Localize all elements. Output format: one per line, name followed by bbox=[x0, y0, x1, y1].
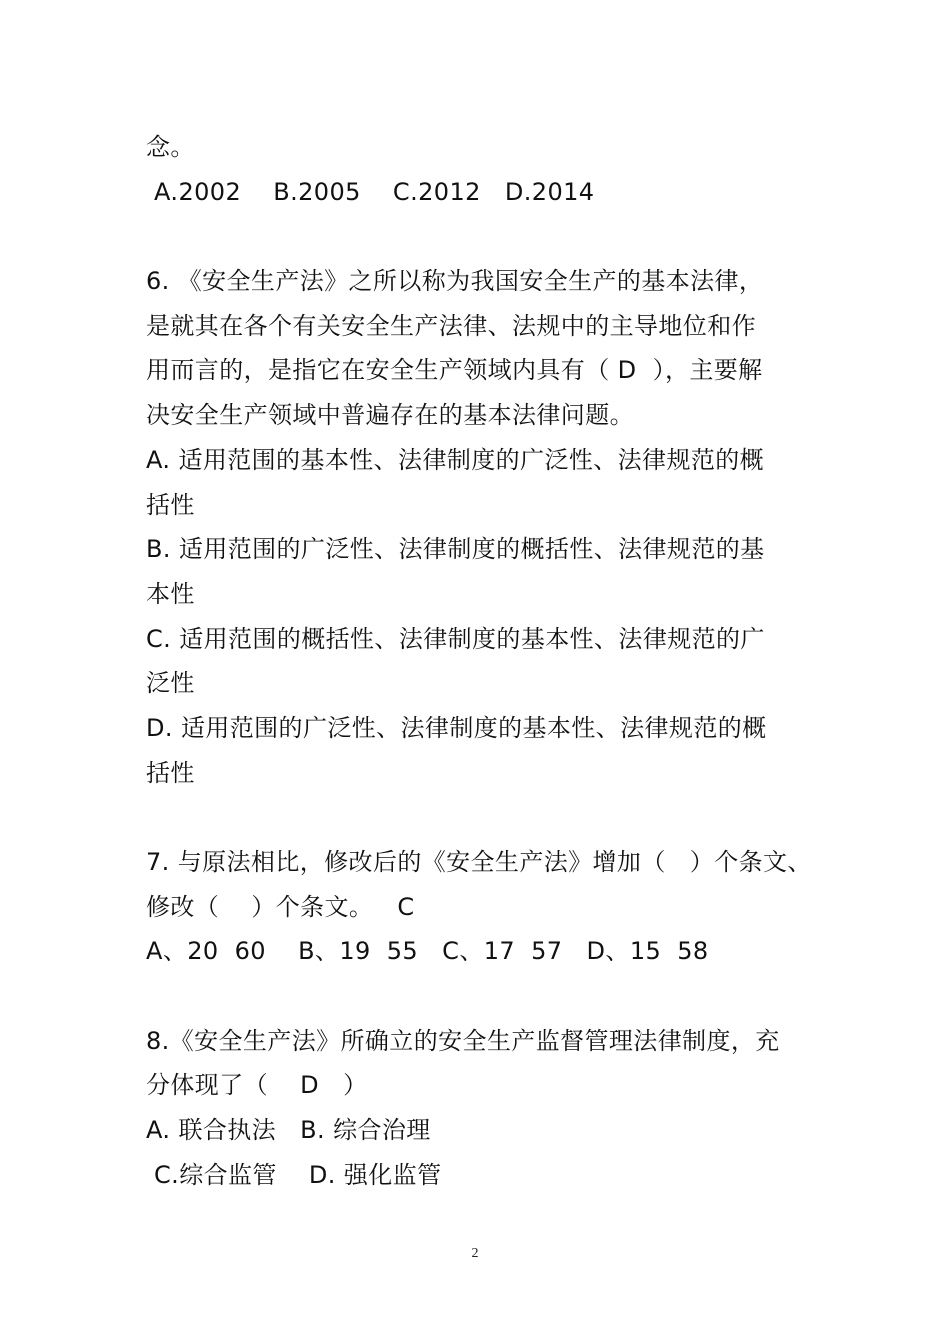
q6-option-d-line-1: D. 适用范围的广泛性、法律制度的基本性、法律规范的概 bbox=[146, 713, 767, 742]
spacer bbox=[146, 795, 826, 840]
q6-option-d-line-2: 括性 bbox=[146, 758, 195, 787]
q6-option-a-line-1: A. 适用范围的基本性、法律制度的广泛性、法律规范的概 bbox=[146, 445, 765, 474]
page-number: 2 bbox=[471, 1246, 479, 1261]
q6-stem-line-3: 用而言的，是指它在安全生产领域内具有（ D ），主要解 bbox=[146, 356, 763, 385]
q6-stem-line-4: 决安全生产领域中普遍存在的基本法律问题。 bbox=[146, 401, 634, 430]
q7-stem-line-1: 7. 与原法相比，修改后的《安全生产法》增加（ ）个条文、 bbox=[146, 848, 812, 876]
q7-stem-line-2: 修改（ ）个条文。 C bbox=[146, 892, 415, 921]
q6-stem-line-2: 是就其在各个有关安全生产法律、法规中的主导地位和作 bbox=[146, 311, 756, 340]
q7-options: A、20 60 B、19 55 C、17 57 D、15 58 bbox=[146, 937, 709, 966]
q6-option-b-line-2: 本性 bbox=[146, 579, 195, 608]
q5-options: A.2002 B.2005 C.2012 D.2014 bbox=[146, 177, 595, 206]
q6-option-a-line-2: 括性 bbox=[146, 490, 195, 519]
q8-options-row-1: A. 联合执法 B. 综合治理 bbox=[146, 1116, 431, 1145]
q8-options-row-2: C.综合监管 D. 强化监管 bbox=[146, 1160, 442, 1189]
q6-option-c-line-1: C. 适用范围的概括性、法律制度的基本性、法律规范的广 bbox=[146, 624, 765, 653]
q6-stem-line-1: 6. 《安全生产法》之所以称为我国安全生产的基本法律， bbox=[146, 267, 764, 296]
page-content bbox=[146, 125, 826, 1198]
spacer bbox=[146, 974, 826, 1019]
q8-stem-line-1: 8.《安全生产法》所确立的安全生产监督管理法律制度，充 bbox=[146, 1026, 780, 1055]
q8-stem-line-2: 分体现了（ D ） bbox=[146, 1071, 368, 1100]
q5-stem-tail: 念。 bbox=[146, 133, 195, 161]
q6-option-c-line-2: 泛性 bbox=[146, 669, 195, 698]
spacer bbox=[146, 214, 826, 259]
q6-option-b-line-1: B. 适用范围的广泛性、法律制度的概括性、法律规范的基 bbox=[146, 535, 765, 564]
